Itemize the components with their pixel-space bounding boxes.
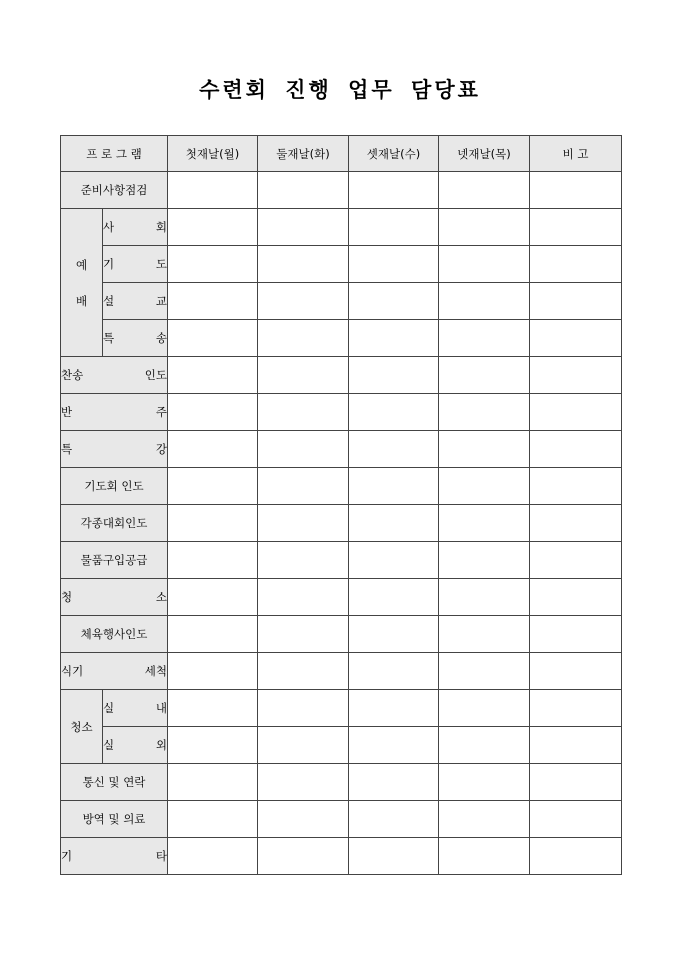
cell[interactable] — [530, 209, 622, 246]
table-row — [61, 579, 622, 616]
cell[interactable] — [258, 283, 349, 320]
cell[interactable] — [168, 727, 258, 764]
cell[interactable] — [530, 579, 622, 616]
cell[interactable] — [349, 579, 439, 616]
cell[interactable] — [258, 579, 349, 616]
row-label-prep: 준비사항점검 — [61, 172, 168, 209]
cell[interactable] — [530, 431, 622, 468]
table-row — [61, 320, 622, 357]
cell[interactable] — [258, 172, 349, 209]
cell[interactable] — [349, 283, 439, 320]
table-row — [61, 246, 622, 283]
row-label-lecture: 특 강 — [61, 431, 168, 468]
cell[interactable] — [439, 357, 530, 394]
cell[interactable] — [258, 653, 349, 690]
cell[interactable] — [258, 394, 349, 431]
cell[interactable] — [168, 468, 258, 505]
cell[interactable] — [439, 542, 530, 579]
row-label-etc: 기 타 — [61, 838, 168, 875]
table-row — [61, 616, 622, 653]
cell[interactable] — [439, 690, 530, 727]
row-label-worship-1: 기 도 — [103, 246, 168, 283]
cell[interactable] — [258, 764, 349, 801]
row-label-meetings: 각종대회인도 — [61, 505, 168, 542]
row-label-comm: 통신 및 연락 — [61, 764, 168, 801]
cell[interactable] — [439, 246, 530, 283]
row-label-worship-3: 특 송 — [103, 320, 168, 357]
cell[interactable] — [439, 801, 530, 838]
cell[interactable] — [349, 394, 439, 431]
cell[interactable] — [349, 505, 439, 542]
cell[interactable] — [168, 764, 258, 801]
cell[interactable] — [439, 209, 530, 246]
cell[interactable] — [168, 209, 258, 246]
cell[interactable] — [349, 616, 439, 653]
cell[interactable] — [530, 616, 622, 653]
cell[interactable] — [439, 431, 530, 468]
row-label-clean-1: 실 외 — [103, 727, 168, 764]
row-group-clean: 청소 — [61, 690, 103, 764]
cell[interactable] — [439, 283, 530, 320]
table-row — [61, 357, 622, 394]
cell[interactable] — [439, 616, 530, 653]
cell[interactable] — [530, 246, 622, 283]
cell[interactable] — [439, 727, 530, 764]
cell[interactable] — [258, 616, 349, 653]
cell[interactable] — [349, 468, 439, 505]
cell[interactable] — [530, 653, 622, 690]
header-row — [61, 136, 622, 172]
table-row — [61, 394, 622, 431]
cell[interactable] — [168, 653, 258, 690]
cell[interactable] — [258, 431, 349, 468]
table-row — [61, 727, 622, 764]
cell[interactable] — [258, 801, 349, 838]
cell[interactable] — [168, 394, 258, 431]
table-row — [61, 653, 622, 690]
cell[interactable] — [530, 283, 622, 320]
cell[interactable] — [439, 172, 530, 209]
cell[interactable] — [530, 394, 622, 431]
cell[interactable] — [258, 468, 349, 505]
table-row — [61, 283, 622, 320]
cell[interactable] — [349, 209, 439, 246]
row-label-sports: 체육행사인도 — [61, 616, 168, 653]
cell[interactable] — [530, 690, 622, 727]
row-label-cleaning: 청 소 — [61, 579, 168, 616]
row-label-medical: 방역 및 의료 — [61, 801, 168, 838]
cell[interactable] — [349, 727, 439, 764]
cell[interactable] — [439, 468, 530, 505]
row-label-worship-0: 사 회 — [103, 209, 168, 246]
cell[interactable] — [530, 542, 622, 579]
cell[interactable] — [530, 320, 622, 357]
cell[interactable] — [168, 431, 258, 468]
cell[interactable] — [530, 764, 622, 801]
cell[interactable] — [258, 320, 349, 357]
table-row — [61, 172, 622, 209]
cell[interactable] — [258, 727, 349, 764]
cell[interactable] — [439, 505, 530, 542]
row-label-worship-2: 설 교 — [103, 283, 168, 320]
cell[interactable] — [168, 542, 258, 579]
cell[interactable] — [168, 505, 258, 542]
cell[interactable] — [258, 209, 349, 246]
cell[interactable] — [258, 838, 349, 875]
table-row — [61, 801, 622, 838]
table-row — [61, 542, 622, 579]
table-row — [61, 209, 622, 246]
cell[interactable] — [168, 357, 258, 394]
cell[interactable] — [530, 505, 622, 542]
cell[interactable] — [168, 320, 258, 357]
cell[interactable] — [530, 801, 622, 838]
cell[interactable] — [349, 838, 439, 875]
header-day3: 셋재날(수) — [349, 136, 439, 172]
cell[interactable] — [168, 579, 258, 616]
cell[interactable] — [258, 246, 349, 283]
cell[interactable] — [168, 801, 258, 838]
cell[interactable] — [439, 579, 530, 616]
cell[interactable] — [349, 431, 439, 468]
table-row — [61, 690, 622, 727]
row-label-choir: 찬송 인도 — [61, 357, 168, 394]
row-label-prayer: 기도회 인도 — [61, 468, 168, 505]
cell[interactable] — [439, 394, 530, 431]
cell[interactable] — [530, 838, 622, 875]
cell[interactable] — [349, 357, 439, 394]
row-label-accomp: 반 주 — [61, 394, 168, 431]
row-group-worship: 예 배 — [61, 209, 103, 357]
cell[interactable] — [349, 801, 439, 838]
cell[interactable] — [349, 320, 439, 357]
cell[interactable] — [168, 172, 258, 209]
header-note: 비 고 — [530, 136, 622, 172]
cell[interactable] — [168, 246, 258, 283]
cell[interactable] — [168, 616, 258, 653]
cell[interactable] — [439, 764, 530, 801]
cell[interactable] — [349, 172, 439, 209]
row-label-clean-0: 실 내 — [103, 690, 168, 727]
cell[interactable] — [530, 727, 622, 764]
duty-table — [60, 135, 622, 875]
table-row — [61, 468, 622, 505]
row-label-dishes: 식기 세척 — [61, 653, 168, 690]
row-label-supplies: 물품구입공급 — [61, 542, 168, 579]
cell[interactable] — [168, 690, 258, 727]
cell[interactable] — [258, 357, 349, 394]
cell[interactable] — [439, 320, 530, 357]
header-program: 프 로 그 램 — [61, 136, 168, 172]
cell[interactable] — [349, 542, 439, 579]
cell[interactable] — [168, 283, 258, 320]
page-title: 수련회 진행 업무 담당표 — [199, 77, 481, 102]
cell[interactable] — [530, 357, 622, 394]
cell[interactable] — [349, 690, 439, 727]
header-day1: 첫재날(월) — [168, 136, 258, 172]
table-row — [61, 838, 622, 875]
cell[interactable] — [258, 690, 349, 727]
cell[interactable] — [168, 838, 258, 875]
cell[interactable] — [349, 246, 439, 283]
cell[interactable] — [439, 653, 530, 690]
table-row — [61, 505, 622, 542]
cell[interactable] — [439, 838, 530, 875]
cell[interactable] — [349, 764, 439, 801]
cell[interactable] — [530, 172, 622, 209]
header-day4: 넷재날(목) — [439, 136, 530, 172]
cell[interactable] — [349, 653, 439, 690]
table-row — [61, 431, 622, 468]
cell[interactable] — [258, 542, 349, 579]
table-row — [61, 764, 622, 801]
cell[interactable] — [530, 468, 622, 505]
cell[interactable] — [258, 505, 349, 542]
header-day2: 둘재날(화) — [258, 136, 349, 172]
